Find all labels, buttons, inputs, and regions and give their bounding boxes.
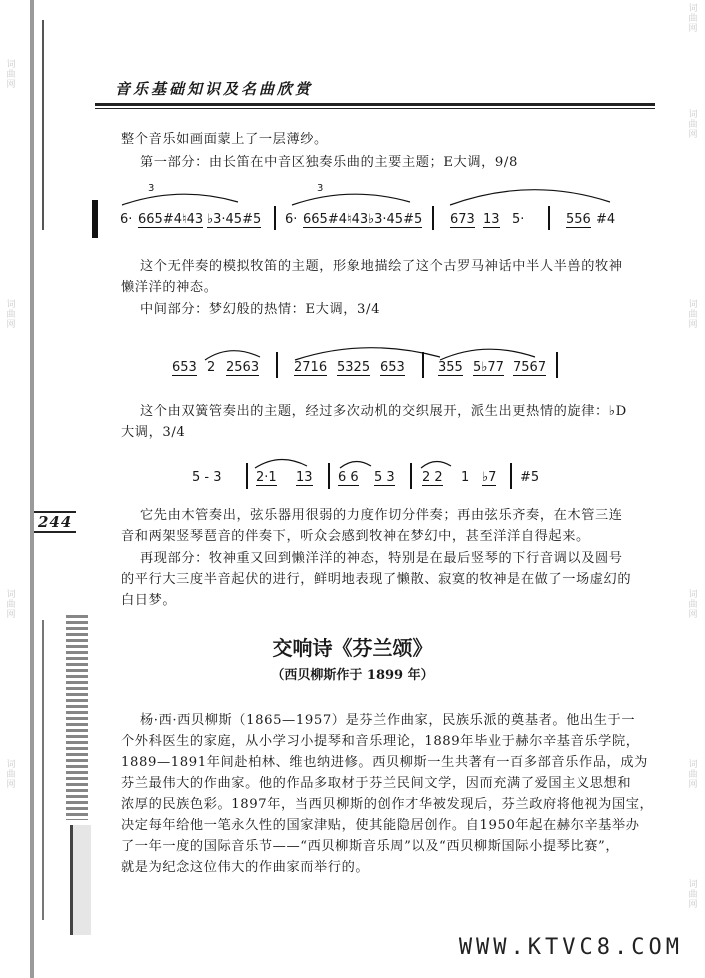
side-watermark: 词 曲 网	[688, 760, 698, 790]
bar-line	[432, 206, 434, 230]
paragraph-line: 浓厚的民族色彩。1897年，当西贝柳斯的创作才华被发现后，芬兰政府将他视为国宝，	[121, 797, 654, 812]
paragraph-line: 芬兰最伟大的作曲家。他的作品多取材于芬兰民间文学，因而充满了爱国主义思想和	[121, 776, 632, 791]
score-note-group: 355	[438, 360, 463, 375]
site-watermark: WWW.KTVC8.COM	[458, 935, 683, 960]
score-note-group: 556	[566, 212, 591, 227]
binding-edge	[30, 0, 34, 978]
section-subtitle: （西贝柳斯作于 1899 年）	[271, 668, 434, 683]
paragraph-line: 大调，3/4	[121, 425, 186, 440]
score-note-group: 665#4♮43	[138, 212, 204, 227]
score-note-group: 653	[380, 360, 405, 375]
slur-group	[185, 446, 545, 472]
score-note-group: 5325	[337, 360, 371, 375]
paragraph-line: 这个无伴奏的模拟牧笛的主题，形象地描绘了这个古罗马神话中半人半兽的牧神	[140, 259, 623, 274]
score-note-group: 13	[483, 212, 500, 227]
side-watermark: 词 曲 网	[6, 60, 16, 90]
slur-mark	[255, 459, 307, 468]
paragraph-line: 个外科医生的家庭，从小学习小提琴和音乐理论，1889年毕业于赫尔辛基音乐学院，	[121, 734, 640, 749]
paragraph-line: 第一部分：由长笛在中音区独奏乐曲的主要主题；E大调，9/8	[140, 155, 518, 170]
slur-mark	[205, 351, 260, 360]
triplet-mark: 3	[317, 183, 324, 194]
score-note-group: ♭3·45#5	[207, 212, 262, 227]
slur-mark	[295, 348, 440, 360]
side-watermark: 词 曲 网	[688, 300, 698, 330]
score-note-group: 7567	[513, 360, 547, 375]
score-note-group: 2563	[226, 360, 260, 375]
score-note-group: 673	[450, 212, 475, 227]
bar-line	[276, 352, 278, 378]
side-watermark: 词 曲 网	[6, 590, 16, 620]
score-note-group: 2·1	[256, 470, 277, 485]
bar-line	[246, 463, 248, 489]
score-note: ♭7	[482, 470, 497, 485]
score-start-bar	[92, 200, 98, 238]
score-note-group: 5 - 3	[192, 470, 222, 485]
paragraph-line: 的平行大三度半音起伏的进行，鲜明地表现了懒散、寂寞的牧神是在做了一场虚幻的	[121, 572, 632, 587]
bar-line	[422, 352, 424, 378]
score-note-group: 6 6	[338, 470, 359, 485]
slur-mark	[421, 461, 451, 468]
score-note-group: 5♭77	[473, 360, 504, 375]
score-note: #4	[596, 212, 616, 227]
slur-mark	[440, 349, 535, 360]
binding-line	[42, 20, 44, 230]
bar-line	[548, 206, 550, 230]
side-watermark: 词 曲 网	[688, 880, 698, 910]
triplet-mark: 3	[148, 183, 155, 194]
section-title: 交响诗《芬兰颂》	[272, 636, 433, 660]
side-watermark: 词 曲 网	[6, 300, 16, 330]
score-note-group: 665#4♮43	[303, 212, 369, 227]
slur-mark	[292, 194, 410, 205]
score-note: 1	[461, 470, 470, 485]
score-note: 6·	[120, 212, 133, 227]
paragraph-line: 音和两架竖琴琶音的伴奏下，听众会感到牧神在梦幻中，甚至洋洋自得起来。	[121, 529, 590, 544]
page-number: 244	[34, 511, 76, 533]
score-note: #5	[520, 470, 540, 485]
score-note-group: 2 2	[422, 470, 443, 485]
paragraph-line: 它先由木管奏出，弦乐器用很弱的力度作切分伴奏；再由弦乐齐奏，在木管三连	[140, 508, 623, 523]
paragraph-line: 中间部分：梦幻般的热情：E大调，3/4	[140, 302, 381, 317]
paragraph-line: 决定每年给他一笔永久性的国家津贴，使其能隐居创作。自1950年起在赫尔辛基举办	[121, 818, 640, 833]
slur-group	[110, 180, 630, 210]
score-note-group: 2716	[294, 360, 328, 375]
paragraph-line: 杨·西·西贝柳斯（1865—1957）是芬兰作曲家，民族乐派的奠基者。他出生于一	[140, 713, 636, 728]
bar-line	[510, 463, 512, 489]
paragraph-line: 了一年一度的国际音乐节——“西贝柳斯音乐周”以及“西贝柳斯国际小提琴比赛”，	[121, 839, 620, 854]
paragraph-line: 整个音乐如画面蒙上了一层薄纱。	[121, 132, 328, 147]
slur-mark	[450, 190, 610, 205]
paragraph-line: 1889—1891年间赴柏林、维也纳进修。西贝柳斯一生共著有一百多部音乐作品，成为	[121, 755, 648, 770]
side-watermark: 词 曲 网	[6, 760, 16, 790]
paragraph-line: 就是为纪念这位伟大的作曲家而举行的。	[121, 860, 370, 875]
score-note: 2	[207, 360, 216, 375]
bar-line	[274, 206, 276, 230]
header-rule	[95, 103, 655, 106]
page-edge-strip	[70, 825, 91, 935]
score-note-group: ♭3·45#5	[368, 212, 423, 227]
side-watermark: 词 曲 网	[688, 4, 698, 34]
side-watermark: 词 曲 网	[688, 590, 698, 620]
paragraph-line: 白日梦。	[121, 593, 177, 608]
score-note: 5·	[512, 212, 525, 227]
paragraph-line: 再现部分：牧神重又回到懒洋洋的神态，特别是在最后竖琴的下行音调以及圆号	[140, 551, 623, 566]
header-rule	[95, 108, 655, 109]
slur-mark	[340, 461, 371, 468]
bar-line	[556, 352, 558, 378]
bar-line	[410, 463, 412, 489]
slur-mark	[122, 194, 238, 205]
score-note-group: 13	[296, 470, 313, 485]
score-note-group: 5 3	[374, 470, 395, 485]
score-note: 6·	[285, 212, 298, 227]
bar-line	[328, 463, 330, 489]
score-note-group: 653	[172, 360, 197, 375]
paragraph-line: 这个由双簧管奏出的主题，经过多次动机的交织展开，派生出更热情的旋律：♭D	[140, 404, 627, 419]
side-watermark: 词 曲 网	[688, 110, 698, 140]
paragraph-line: 懒洋洋的神态。	[121, 280, 218, 295]
running-title: 音乐基础知识及名曲欣赏	[115, 80, 314, 98]
